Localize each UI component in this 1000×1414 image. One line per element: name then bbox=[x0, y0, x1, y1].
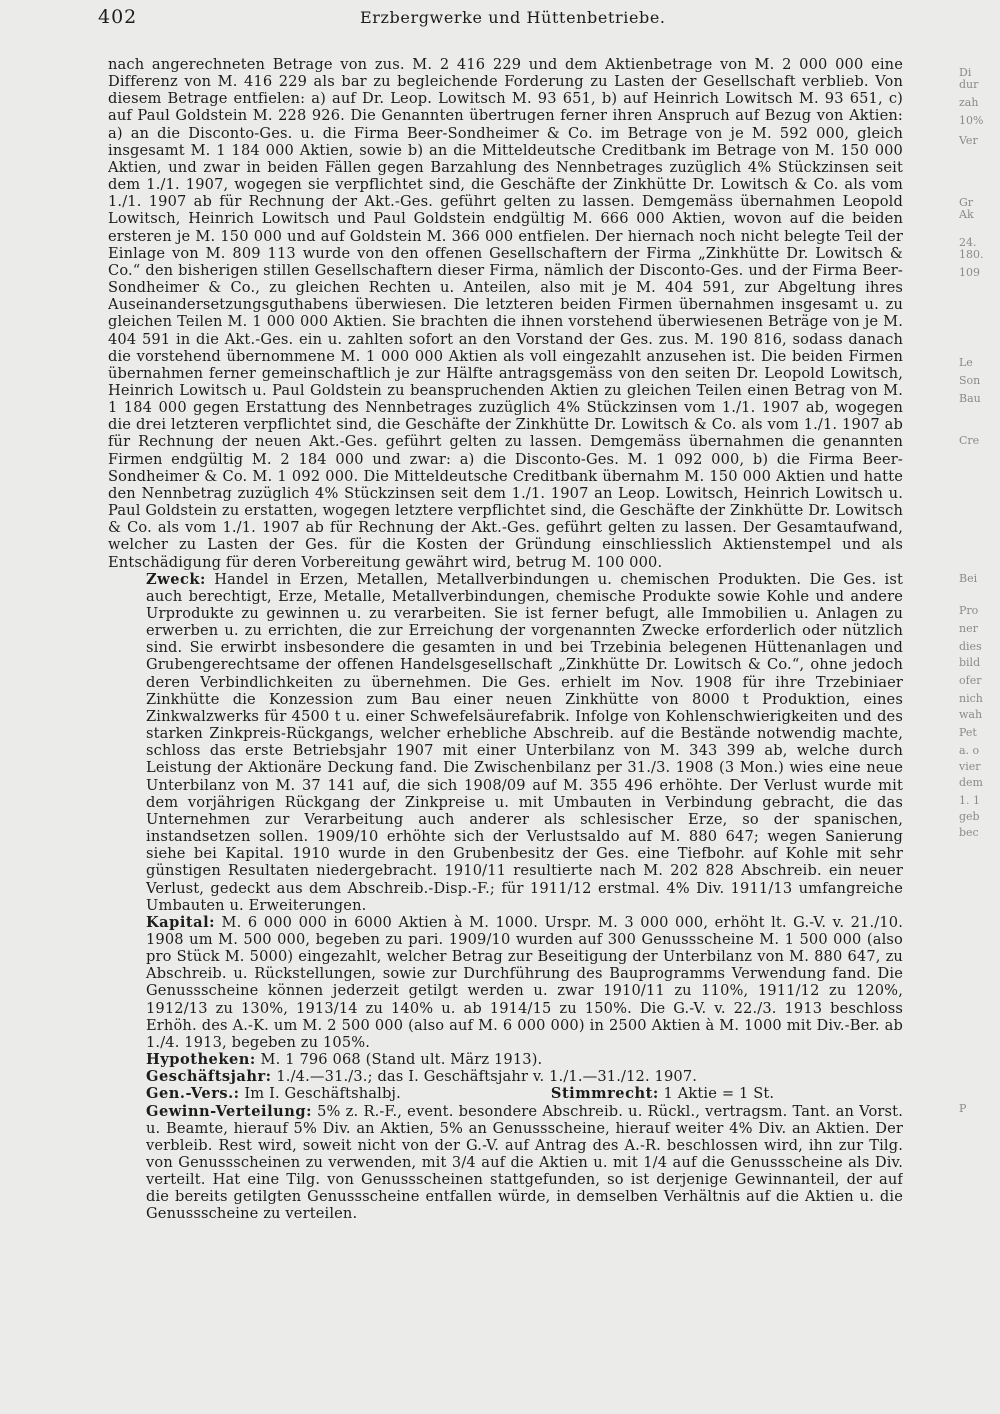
margin-fragment: 180. bbox=[959, 248, 984, 261]
margin-fragment: Pet bbox=[959, 726, 977, 739]
section-gen-vers bbox=[108, 1085, 903, 1102]
adjacent-page-margin bbox=[955, 56, 1000, 1396]
margin-fragment: dies bbox=[959, 640, 982, 653]
section-text: 5% z. R.-F., event. besondere Abschreib. u. Rückl., vertragsm. Tant. an Vorst. u. Beamte, hierauf 5% Div. an Aktien, 5% an Genussscheine, hierauf weiter 4% Div. an Aktien. Der verbleib. Rest wird, soweit nicht von der G.-V. auf Antrag des A.-R. beschlossen wird, ihn zur Tilg. von Genussscheinen zu verwenden, mit 3/4 auf die Aktien u. mit 1/4 auf die Genussscheine als Div. verteilt. Hat eine Tilg. von Genussscheinen stattgefunden, so ist derjenige Gewinnanteil, der auf die bereits getilgten Genussscheine entfallen würde, in demselben Verhältnis auf die Aktien u. die Genussscheine zu verteilen. bbox=[146, 1102, 903, 1223]
margin-fragment: 1. 1 bbox=[959, 794, 980, 807]
margin-fragment: nich bbox=[959, 692, 983, 705]
margin-fragment: a. o bbox=[959, 744, 980, 757]
section-kapital bbox=[108, 914, 903, 1051]
section-text: 1./4.—31./3.; das I. Geschäftsjahr v. 1./1.—31./12. 1907. bbox=[276, 1068, 698, 1086]
margin-fragment: Cre bbox=[959, 434, 980, 447]
section-text: Im I. Geschäftshalbj. bbox=[244, 1085, 401, 1103]
running-title: Erzbergwerke und Hüttenbetriebe. bbox=[360, 8, 666, 27]
section-hypotheken bbox=[108, 1051, 903, 1068]
margin-fragment: dem bbox=[959, 776, 983, 789]
margin-fragment: Bei bbox=[959, 572, 978, 585]
section-zweck bbox=[108, 571, 903, 914]
section-geschaeftsjahr bbox=[108, 1068, 903, 1085]
margin-fragment: Le bbox=[959, 356, 973, 369]
margin-fragment: geb bbox=[959, 810, 980, 823]
page-number: 402 bbox=[98, 6, 138, 28]
margin-fragment: 10% bbox=[959, 114, 984, 127]
margin-fragment: Gr bbox=[959, 196, 974, 209]
margin-fragment: Ak bbox=[959, 208, 974, 221]
section-label: Gewinn-Verteilung: bbox=[146, 1102, 312, 1120]
section-label-stimmrecht: Stimmrecht: bbox=[550, 1085, 659, 1103]
section-label: Zweck: bbox=[146, 570, 206, 588]
section-label: Kapital: bbox=[146, 913, 216, 931]
margin-fragment: dur bbox=[959, 78, 979, 91]
section-text-stimmrecht: 1 Aktie = 1 St. bbox=[663, 1085, 775, 1103]
section-label: Geschäftsjahr: bbox=[146, 1068, 272, 1086]
main-text-column bbox=[108, 56, 903, 1396]
margin-fragment: wah bbox=[959, 708, 983, 721]
margin-fragment: Bau bbox=[959, 392, 981, 405]
section-label: Gen.-Vers.: bbox=[146, 1085, 240, 1103]
margin-fragment: zah bbox=[959, 96, 979, 109]
section-gewinn-verteilung bbox=[108, 1103, 903, 1223]
page-header bbox=[0, 6, 1000, 34]
margin-fragment: bec bbox=[959, 826, 979, 839]
section-text: M. 6 000 000 in 6000 Aktien à M. 1000. Urspr. M. 3 000 000, erhöht lt. G.-V. v. 21./10. 1908 um M. 500 000, begeben zu pari. 1909/10 wurden auf 300 Genussscheine M. 1 500 000 (also pro Stück M. 5000) eingezahlt, welcher Betrag zur Beseitigung der Unterbilanz von M. 880 647, zu Abschreib. u. Rückstellungen, sowie zur Durchführung des Bauprogramms Verwendung fand. Die Genussscheine können jederzeit getilgt werden u. zwar 1910/11 zu 110%, 1911/12 zu 120%, 1912/13 zu 130%, 1913/14 zu 140% u. ab 1914/15 zu 150%. Die G.-V. v. 22./3. 1913 beschloss Erhöh. des A.-K. um M. 2 500 000 (also auf M. 6 000 000) in 2500 Aktien à M. 1000 mit Div.-Ber. ab 1./4. 1913, begeben zu 105%. bbox=[146, 913, 903, 1051]
section-text: M. 1 796 068 (Stand ult. März 1913). bbox=[260, 1051, 543, 1069]
margin-fragment: Ver bbox=[959, 134, 978, 147]
paragraph-founding-details: nach angerechneten Betrage von zus. M. 2 416 229 und dem Aktienbetrage von M. 2 000 000 eine Differenz von M. 416 229 als bar zu begleichende Forderung zu Lasten der Gesellschaft verblieb. Von diesem Betrage entfielen: a) auf Dr. Leop. Lowitsch M. 93 651, b) auf Heinrich Lowitsch M. 93 651, c) auf Paul Goldstein M. 228 926. Die Genannten übertrugen ferner ihren Anspruch auf Bezug von Aktien: a) an die Disconto-Ges. u. die Firma Beer-Sondheimer & Co. im Betrage von je M. 592 000, gleich insgesamt M. 1 184 000 Aktien, sowie b) an die Mitteldeutsche Creditbank im Betrage von M. 150 000 Aktien, und zwar in beiden Fällen gegen Barzahlung des Nennbetrages zuzüglich 4% Stückzinsen seit dem 1./1. 1907, wogegen sie verpflichtet sind, die Geschäfte der Zinkhütte Dr. Lowitsch & Co. als vom 1./1. 1907 ab für Rechnung der Akt.-Ges. geführt gelten zu lassen. Demgemäss übernahmen Leopold Lowitsch, Heinrich Lowitsch und Paul Goldstein endgültig M. 666 000 Aktien, wovon auf die beiden ersteren je M. 150 000 und auf Goldstein M. 366 000 entfielen. Der hiernach noch nicht belegte Teil der Einlage von M. 809 113 wurde von den offenen Gesellschaftern der Firma „Zinkhütte Dr. Lowitsch & Co.“ den bisherigen stillen Gesellschaftern dieser Firma, nämlich der Disconto-Ges. und der Firma Beer-Sondheimer & Co., zu gleichen Rechten u. Anteilen, also mit je M. 404 591, zur Abgeltung ihres Auseinandersetzungsguthabens überwiesen. Die letzteren beiden Firmen übernahmen insgesamt u. zu gleichen Teilen M. 1 000 000 Aktien. Sie brachten die ihnen vorstehend überwiesenen Beträge von je M. 404 591 in die Akt.-Ges. ein u. zahlten sofort an den Vorstand der Ges. zus. M. 190 816, sodass danach die vorstehend übernommene M. 1 000 000 Aktien als voll eingezahlt anzusehen ist. Die beiden Firmen übernahmen ferner gemeinschaftlich je zur Hälfte antragsgemäss von den seiten Dr. Leopold Lowitsch, Heinrich Lowitsch u. Paul Goldstein zu beanspruchenden Aktien zu gleichen Teilen einen Betrag von M. 1 184 000 gegen Erstattung des Nennbetrages zuzüglich 4% Stückzinsen vom 1./1. 1907 ab, wogegen die drei letzteren verpflichtet sind, die Geschäfte der Zinkhütte Dr. Lowitsch & Co. als vom 1./1. 1907 ab für Rechnung der neuen Akt.-Ges. geführt gelten zu lassen. Demgemäss übernahmen die genannten Firmen endgültig M. 2 184 000 und zwar: a) die Disconto-Ges. M. 1 092 000, b) die Firma Beer-Sondheimer & Co. M. 1 092 000. Die Mitteldeutsche Creditbank übernahm M. 150 000 Aktien und hatte den Nennbetrag zuzüglich 4% Stückzinsen seit dem 1./1. 1907 an Leop. Lowitsch, Heinrich Lowitsch u. Paul Goldstein zu erstatten, wogegen letztere verpflichtet sind, die Geschäfte der Zinkhütte Dr. Lowitsch & Co. als vom 1./1. 1907 ab für Rechnung der Akt.-Ges. geführt gelten zu lassen. Der Gesamtaufwand, welcher zu Lasten der Ges. für die Kosten der Gründung einschliesslich Aktienstempel und als Entschädigung für deren Vorbereitung gewährt wird, betrug M. 100 000. bbox=[108, 56, 903, 571]
section-label: Hypotheken: bbox=[146, 1051, 256, 1069]
margin-fragment: ner bbox=[959, 622, 978, 635]
margin-fragment: vier bbox=[959, 760, 981, 773]
margin-fragment: P bbox=[959, 1102, 967, 1115]
margin-fragment: bild bbox=[959, 656, 981, 669]
margin-fragment: 109 bbox=[959, 266, 980, 279]
section-text: Handel in Erzen, Metallen, Metallverbindungen u. chemischen Produkten. Die Ges. ist auch berechtigt, Erze, Metalle, Metallverbindungen, chemische Produkte sowie Kohle und andere Urprodukte zu gewinnen u. zu verarbeiten. Sie ist ferner befugt, alle Immobilien u. Anlagen zu erwerben u. zu errichten, die zur Erreichung der vorgenannten Zwecke erforderlich oder nützlich sind. Sie erwirbt insbesondere die gesamten in und bei Trzebinia belegenen Hüttenanlagen und Grubengerechtsame der offenen Handelsgesellschaft „Zinkhütte Dr. Lowitsch & Co.“, ohne jedoch deren Verbindlichkeiten zu übernehmen. Die Ges. erhielt im Nov. 1908 für ihre Trzebiniaer Zinkhütte die Konzession zum Bau einer neuen Zinkhütte von 8000 t Produktion, eines Zinkwalzwerks für 4500 t u. einer Schwefelsäurefabrik. Infolge von Kohlenschwierigkeiten und des starken Zinkpreis-Rückgangs, welcher erhebliche Abschreib. auf die Bestände notwendig machte, schloss das erste Betriebsjahr 1907 mit einer Unterbilanz von M. 343 399 ab, welche durch Leistung der Aktionäre Deckung fand. Die Zwischenbilanz per 31./3. 1908 (3 Mon.) wies eine neue Unterbilanz von M. 37 141 auf, die sich 1908/09 auf M. 355 496 erhöhte. Der Verlust wurde mit dem vorjährigen Rückgang der Zinkpreise u. mit Umbauten in Verbindung gebracht, die das Unternehmen zur Verarbeitung auch anderer als schlesischer Erze, so der spanischen, instandsetzen sollen. 1909/10 erhöhte sich der Verlustsaldo auf M. 880 647; wegen Sanierung siehe bei Kapital. 1910 wurde in den Grubenbesitz der Ges. eine Tiefbohr. auf Kohle mit sehr günstigen Resultaten niedergebracht. 1910/11 resultierte nach M. 202 828 Abschreib. ein neuer Verlust, gedeckt aus dem Abschreib.-Disp.-F.; für 1911/12 erstmal. 4% Div. 1911/13 umfangreiche Umbauten u. Erweiterungen. bbox=[146, 570, 903, 914]
margin-fragment: Son bbox=[959, 374, 981, 387]
margin-fragment: ofer bbox=[959, 674, 982, 687]
margin-fragment: Pro bbox=[959, 604, 979, 617]
margin-fragment: Di bbox=[959, 66, 972, 79]
margin-fragment: 24. bbox=[959, 236, 977, 249]
